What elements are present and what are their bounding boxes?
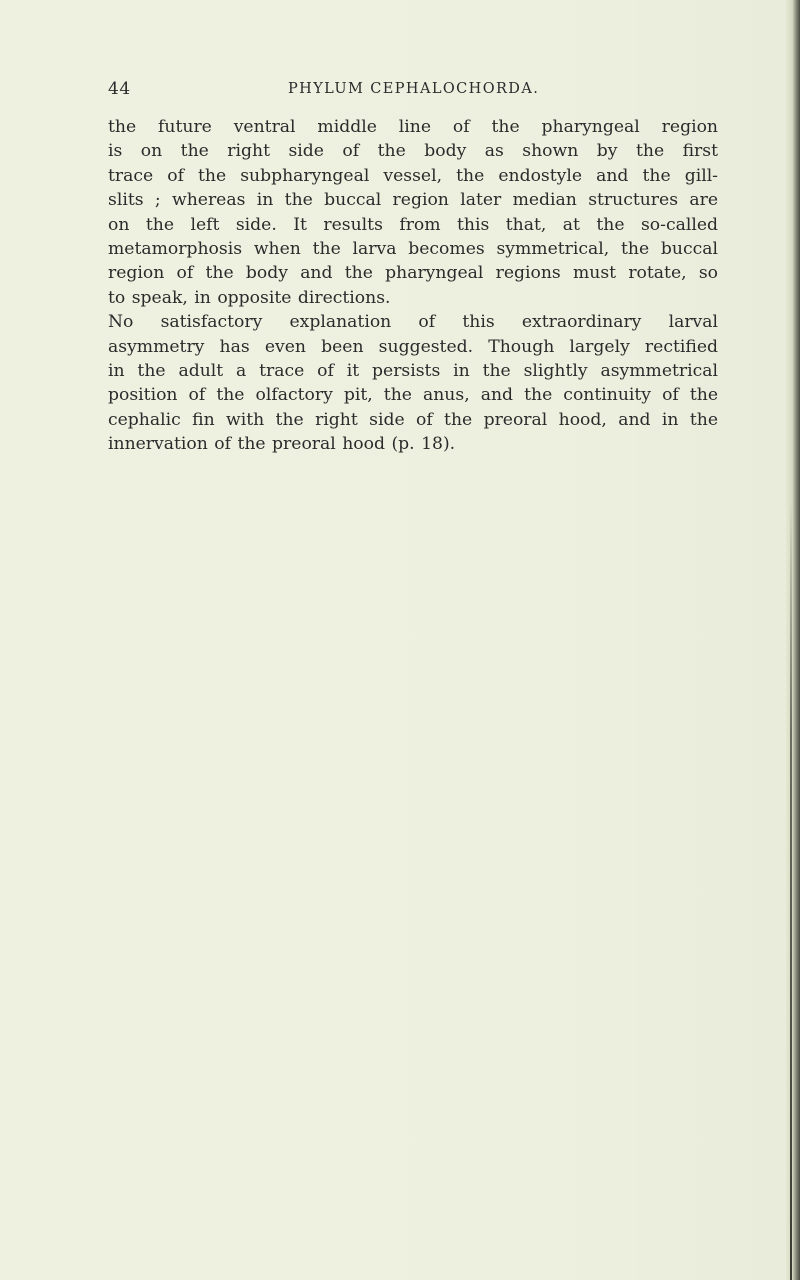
text-line: asymmetry has even been suggested. Though largely rectified (108, 336, 718, 357)
text-line: the future ventral middle line of the pharyngeal region (108, 117, 718, 137)
page-edge-shadow (786, 0, 800, 1280)
text-line: on the left side. It results from this that, at the so-called (108, 214, 718, 235)
page-number: 44 (108, 79, 131, 99)
page-edge-line (790, 500, 792, 1280)
text-line: No satisfactory explanation of this extraordinary larval (108, 312, 718, 333)
text-line: position of the olfactory pit, the anus, and the continuity of the (108, 385, 718, 406)
paragraph-2 (108, 310, 718, 456)
running-head-title: PHYLUM CEPHALOCHORDA. (288, 81, 540, 97)
text-line: metamorphosis when the larva becomes symmetrical, the buccal (108, 239, 718, 260)
text-line: region of the body and the pharyngeal regions must rotate, so (108, 263, 718, 284)
text-line: slits ; whereas in the buccal region later median structures are (108, 190, 718, 211)
body-text (108, 115, 718, 457)
text-line: innervation of the preoral hood (p. 18). (108, 434, 456, 455)
text-line: is on the right side of the body as shown by the first (108, 141, 718, 162)
text-line: in the adult a trace of it persists in the slightly asymmetrical (108, 361, 718, 382)
text-line: trace of the subpharyngeal vessel, the endostyle and the gill- (108, 165, 718, 186)
running-head (108, 79, 708, 103)
text-line: cephalic fin with the right side of the preoral hood, and in the (108, 409, 718, 430)
paragraph-1 (108, 115, 718, 310)
text-line: to speak, in opposite directions. (108, 287, 391, 308)
